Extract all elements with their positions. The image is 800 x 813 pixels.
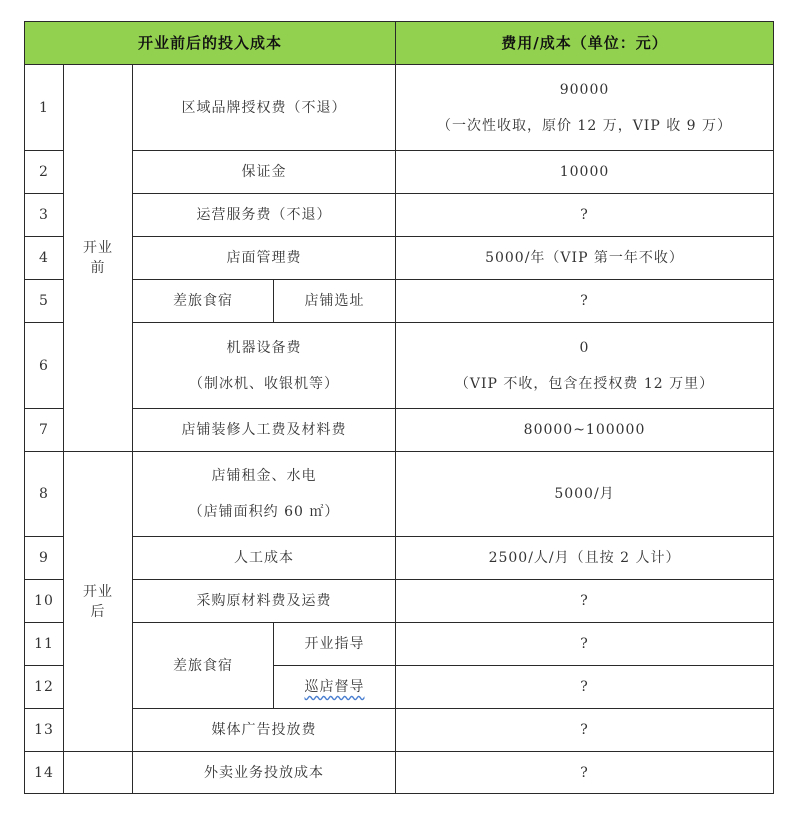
header-cost-column: 费用/成本（单位：元） [396, 22, 774, 65]
row-number: 9 [25, 537, 64, 580]
item-cell: 外卖业务投放成本 [133, 752, 396, 794]
table-row [25, 452, 774, 537]
phase-before-opening [64, 65, 133, 452]
phase-label: 前 [90, 260, 106, 276]
item-cell: 运营服务费（不退） [133, 194, 396, 237]
item-cell: 店铺装修人工费及材料费 [133, 409, 396, 452]
row-number: 13 [25, 709, 64, 752]
row-number: 8 [25, 452, 64, 537]
row-number: 10 [25, 580, 64, 623]
item-cell: 差旅食宿 [133, 623, 274, 709]
item-cell: 采购原材料费及运费 [133, 580, 396, 623]
cost-cell: 5000/年（VIP 第一年不收） [396, 237, 774, 280]
table-row [25, 280, 774, 323]
row-number: 7 [25, 409, 64, 452]
cost-note: （一次性收取，原价 12 万，VIP 收 9 万） [436, 117, 733, 134]
subitem-cell: 店铺选址 [274, 280, 396, 323]
cost-cell: 5000/月 [396, 452, 774, 537]
row-number: 6 [25, 323, 64, 409]
item-cell: 保证金 [133, 151, 396, 194]
phase-label: 开业 [83, 240, 113, 256]
item-note: （店铺面积约 60 ㎡） [188, 504, 340, 520]
cost-cell: ? [396, 280, 774, 323]
table-row [25, 194, 774, 237]
item-cell [133, 323, 396, 409]
row-number: 14 [25, 752, 64, 794]
row-number: 12 [25, 666, 64, 709]
row-number: 2 [25, 151, 64, 194]
cost-cell: ? [396, 752, 774, 794]
item-cell: 区域品牌授权费（不退） [133, 65, 396, 151]
phase-empty-cell [64, 752, 133, 794]
subitem-cell [274, 666, 396, 709]
table-row [25, 65, 774, 151]
table-row [25, 623, 774, 666]
item-name: 店铺租金、水电 [211, 468, 317, 484]
table-row [25, 709, 774, 752]
spellcheck-underlined-text: 巡店督导 [304, 679, 365, 695]
cost-cell: ? [396, 709, 774, 752]
cost-cell: ? [396, 194, 774, 237]
cost-cell: 80000~100000 [396, 409, 774, 452]
cost-cell: 2500/人/月（且按 2 人计） [396, 537, 774, 580]
cost-value: 0 [579, 339, 590, 356]
table-row [25, 151, 774, 194]
table-row [25, 752, 774, 794]
cost-cell: ? [396, 666, 774, 709]
header-item-column: 开业前后的投入成本 [25, 22, 396, 65]
cost-cell: 10000 [396, 151, 774, 194]
table-row [25, 537, 774, 580]
table-row [25, 237, 774, 280]
cost-note: （VIP 不收，包含在授权费 12 万里） [454, 375, 715, 392]
subitem-cell: 开业指导 [274, 623, 396, 666]
item-note: （制冰机、收银机等） [189, 375, 339, 392]
item-cell: 人工成本 [133, 537, 396, 580]
item-name: 机器设备费 [226, 339, 302, 356]
row-number: 3 [25, 194, 64, 237]
item-cell: 媒体广告投放费 [133, 709, 396, 752]
phase-label: 开业 [83, 583, 113, 600]
cost-cell [396, 65, 774, 151]
cost-table [24, 21, 774, 794]
table-row [25, 323, 774, 409]
row-number: 4 [25, 237, 64, 280]
table-row [25, 409, 774, 452]
phase-label: 后 [90, 603, 106, 620]
item-cell: 差旅食宿 [133, 280, 274, 323]
cost-value: 90000 [559, 81, 610, 98]
cost-cell: ? [396, 580, 774, 623]
item-cell: 店面管理费 [133, 237, 396, 280]
row-number: 1 [25, 65, 64, 151]
row-number: 11 [25, 623, 64, 666]
phase-after-opening [64, 452, 133, 752]
cost-cell [396, 323, 774, 409]
row-number: 5 [25, 280, 64, 323]
cost-cell: ? [396, 623, 774, 666]
header-row [25, 22, 774, 65]
item-cell [133, 452, 396, 537]
table-row [25, 580, 774, 623]
